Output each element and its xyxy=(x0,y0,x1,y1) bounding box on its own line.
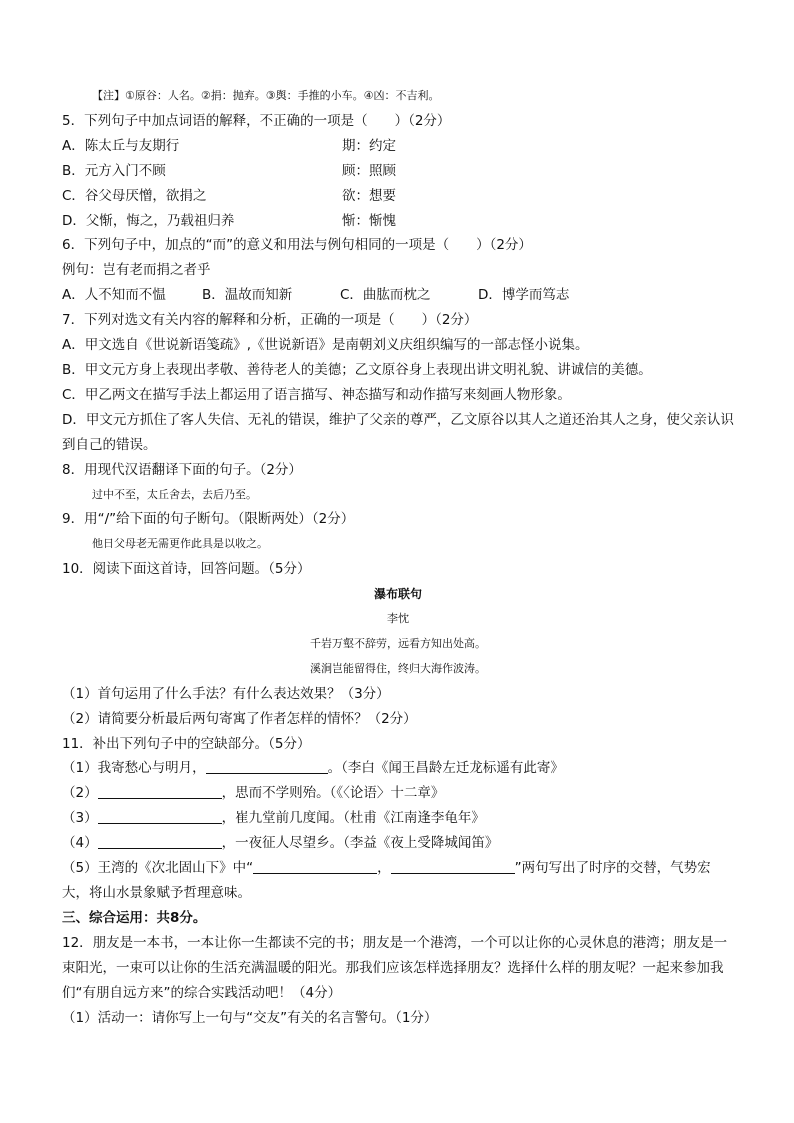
answer-blank[interactable] xyxy=(98,834,222,849)
q7-option-a: A．甲文选自《世说新语笺疏》,《世说新语》是南朝刘义庆组织编写的一部志怪小说集。 xyxy=(62,337,589,354)
q5-option-b: B．元方入门不顾 顾：照顾 xyxy=(62,162,396,179)
poem-line-2: 溪涧岂能留得住，终归大海作波涛。 xyxy=(310,661,486,675)
q8-sentence: 过中不至，太丘舍去，去后乃至。 xyxy=(92,487,257,501)
q6-example: 例句：岂有老而捐之者乎 xyxy=(62,262,211,279)
poem-author: 李忱 xyxy=(387,612,409,626)
q9-sentence: 他日父母老无需更作此具是以收之。 xyxy=(92,537,268,551)
answer-blank[interactable] xyxy=(391,859,515,874)
q12-sub-1: （1）活动一：请你写上一句与“交友”有关的名言警句。（1分） xyxy=(62,1009,438,1026)
exam-page xyxy=(62,84,734,1030)
q10-stem: 10．阅读下面这首诗，回答问题。（5分） xyxy=(62,561,311,578)
q6-options xyxy=(62,283,734,308)
q5-option-c: C．谷父母厌憎，欲捐之 欲：想要 xyxy=(62,187,396,204)
q11-item-4: （4） ，一夜征人尽望乡。（李益《夜上受降城闻笛》 xyxy=(62,835,499,852)
answer-blank[interactable] xyxy=(98,784,222,799)
q7-option-c: C．甲乙两文在描写手法上都运用了语言描写、神态描写和动作描写来刻画人物形象。 xyxy=(62,386,571,403)
poem-title: 瀑布联句 xyxy=(373,587,422,602)
poem-line-1: 千岩万壑不辞劳，远看方知出处高。 xyxy=(310,636,486,650)
q11-item-5: （5）王湾的《次北固山下》中“ ， ”两句写出了时序的交替，气势宏大，将山水景象赋予哲理意味。 xyxy=(62,860,711,901)
q10-sub-2: （2）请简要分析最后两句寄寓了作者怎样的情怀？（2分） xyxy=(62,710,417,727)
q6-option-d: D．博学而笃志 xyxy=(478,287,570,304)
q5-option-d: D．父惭，悔之，乃载祖归养 惭：惭愧 xyxy=(62,212,396,229)
q11-item-3: （3） ，崔九堂前几度闻。（杜甫《江南逢李龟年》 xyxy=(62,810,485,827)
q11-item-1: （1）我寄愁心与明月， 。（李白《闻王昌龄左迁龙标遥有此寄》 xyxy=(62,760,564,777)
q6-option-b: B．温故而知新 xyxy=(202,287,293,304)
q6-option-a: A．人不知而不愠 xyxy=(62,287,166,304)
q6-option-c: C．曲肱而枕之 xyxy=(340,287,431,304)
q7-stem: 7．下列对选文有关内容的解释和分析，正确的一项是（ ）（2分） xyxy=(62,312,478,329)
q8-stem: 8．用现代汉语翻译下面的句子。（2分） xyxy=(62,461,302,478)
answer-blank[interactable] xyxy=(98,809,222,824)
annotation-note: 【注】①原谷：人名。②捐：抛弃。③舆：手推的小车。④凶：不吉利。 xyxy=(92,89,440,102)
q5-option-a: A．陈太丘与友期行 期：约定 xyxy=(62,137,396,154)
q11-stem: 11．补出下列句子中的空缺部分。（5分） xyxy=(62,735,311,752)
q10-sub-1: （1）首句运用了什么手法？有什么表达效果？（3分） xyxy=(62,685,390,702)
q12-stem: 12．朋友是一本书，一本让你一生都读不完的书；朋友是一个港湾，一个可以让你的心灵休息的港湾；朋友是一束阳光，一束可以让你的生活充满温暖的阳光。那我们应该怎样选择朋友？选择什么样的朋友呢？一起来参加我们“有朋自远方来”的综合实践活动吧！（4分） xyxy=(62,934,728,1001)
section-3-heading: 三、综合运用：共8分。 xyxy=(62,909,207,926)
q6-stem: 6．下列句子中，加点的“而”的意义和用法与例句相同的一项是（ ）（2分） xyxy=(62,237,532,254)
q7-option-d: D．甲文元方抓住了客人失信、无礼的错误，维护了父亲的尊严，乙文原谷以其人之道还治其人之身，使父亲认识到自己的错误。 xyxy=(62,411,734,453)
q11-item-2: （2） ，思而不学则殆。（《〈论语〉十二章》 xyxy=(62,785,445,802)
q7-option-b: B．甲文元方身上表现出孝敬、善待老人的美德；乙文原谷身上表现出讲文明礼貌、讲诚信的美德。 xyxy=(62,361,652,378)
q5-stem: 5．下列句子中加点词语的解释，不正确的一项是（ ）（2分） xyxy=(62,112,451,129)
answer-blank[interactable] xyxy=(206,759,328,774)
q9-stem: 9．用“/”给下面的句子断句。（限断两处）（2分） xyxy=(62,511,355,528)
answer-blank[interactable] xyxy=(253,859,377,874)
